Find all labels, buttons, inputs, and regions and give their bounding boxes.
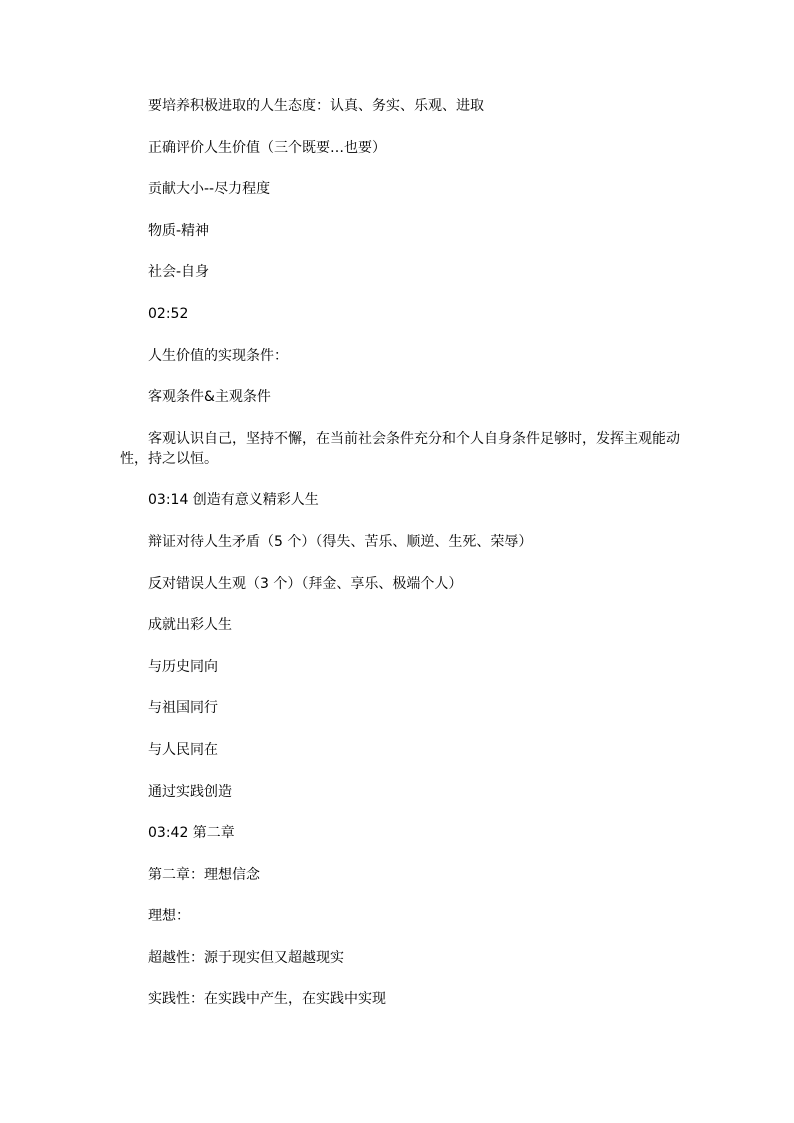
paragraph-practicality: 实践性：在实践中产生，在实践中实现 (148, 991, 386, 1008)
timestamp-0342-heading: 03:42 第二章 (148, 825, 235, 842)
chapter-title: 第二章：理想信念 (148, 866, 260, 883)
paragraph-evaluate-value: 正确评价人生价值（三个既要…也要） (148, 139, 386, 156)
paragraph-attitude: 要培养积极进取的人生态度：认真、务实、乐观、进取 (148, 98, 484, 114)
paragraph-outstanding-life: 成就出彩人生 (148, 617, 232, 634)
paragraph-motherland: 与祖国同行 (148, 700, 218, 717)
paragraph-history: 与历史同向 (148, 658, 218, 675)
document-body (120, 96, 680, 1031)
paragraph-contribution: 贡献大小--尽力程度 (148, 181, 271, 198)
paragraph-material-spirit: 物质-精神 (148, 222, 210, 239)
paragraph-transcendence: 超越性：源于现实但又超越现实 (148, 949, 344, 966)
paragraph-conditions: 人生价值的实现条件： (148, 347, 288, 364)
timestamp-0252: 02:52 (148, 305, 189, 322)
paragraph-objective-subjective: 客观条件&主观条件 (148, 389, 271, 406)
paragraph-people: 与人民同在 (148, 741, 218, 758)
paragraph-ideal: 理想： (148, 908, 190, 925)
paragraph-society-self: 社会-自身 (148, 264, 210, 281)
paragraph-practice: 通过实践创造 (148, 783, 232, 800)
paragraph-contradictions: 辩证对待人生矛盾（5 个）（得失、苦乐、顺逆、生死、荣辱） (148, 533, 533, 550)
timestamp-0314-heading: 03:14 创造有意义精彩人生 (148, 492, 319, 509)
paragraph-self-knowledge: 客观认识自己，坚持不懈，在当前社会条件充分和个人自身条件足够时，发挥主观能动性，持之以恒。 (120, 430, 680, 467)
paragraph-wrong-views: 反对错误人生观（3 个）（拜金、享乐、极端个人） (148, 575, 463, 592)
